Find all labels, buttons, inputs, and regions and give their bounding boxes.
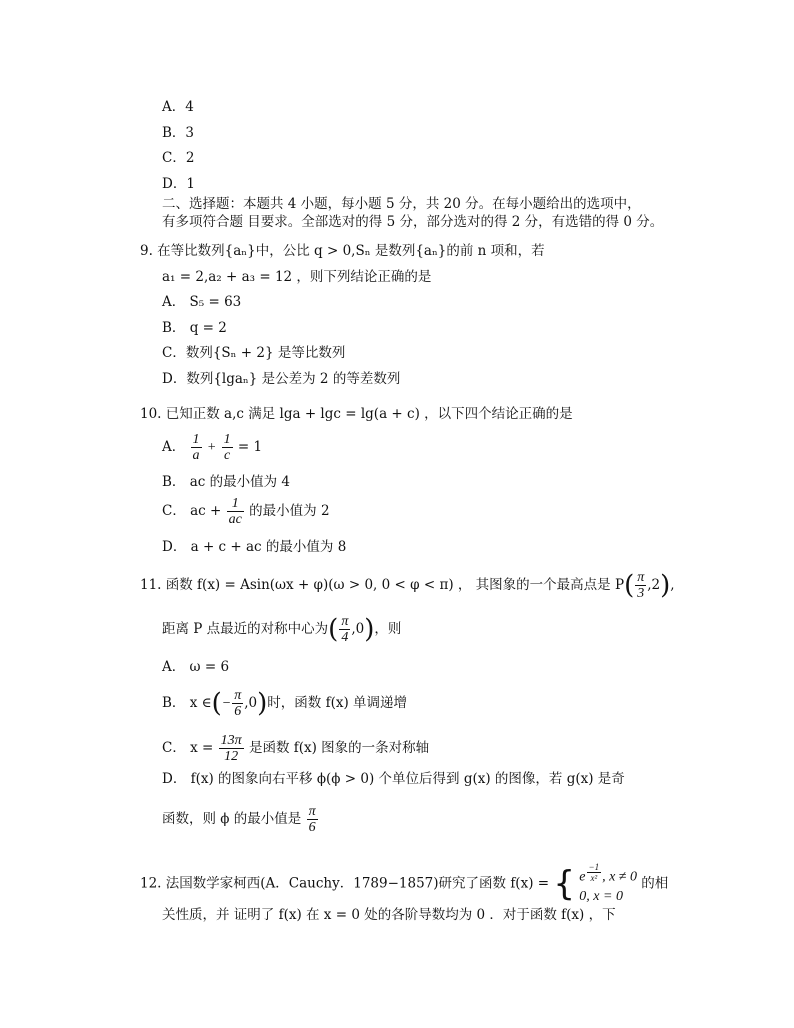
q11-option-d-line2-text: 函数，则 ϕ 的最小值是 <box>162 811 302 827</box>
q12-piece2: 0, x = 0 <box>579 888 623 904</box>
q10-option-a-label: A． <box>162 439 186 455</box>
q11-option-d-line2 <box>162 804 319 835</box>
q12-line1-tail: 的相 <box>641 875 669 892</box>
q8-option-c: C．2 <box>162 150 195 166</box>
q11-stem-line2-tail: ,0 <box>351 621 365 637</box>
q11-option-b-end: 时，函数 f(x) 单调递增 <box>267 695 408 711</box>
q12-piece1-base: e <box>579 869 586 885</box>
q11-option-c <box>162 733 429 764</box>
q10-option-d: D． a + c + ac 的最小值为 8 <box>162 539 347 555</box>
q11-stem-line1: 11. 函数 f(x) = Asin(ωx + φ)(ω > 0, 0 < φ < π) ， 其图象的一个最高点是 P( $\frac{\pi}{3}$ ,2), <box>140 570 675 601</box>
fraction-pi-over-3: $\frac{\pi}{3}$ <box>637 570 645 601</box>
fraction-1-over-ac: $\frac{1}{ac}$ <box>228 496 242 527</box>
q12-piece1-cond: , x ≠ 0 <box>602 869 637 885</box>
fraction-pi-over-6: $\frac{\pi}{6}$ <box>234 688 242 719</box>
q11-stem-line2-end: ，则 <box>374 621 402 637</box>
q10-option-a: A． $\frac{1}{a}$ + $\frac{1}{c}$ = 1 <box>162 432 263 463</box>
q9-stem-line2: a₁ = 2,a₂ + a₃ = 12 ，则下列结论正确的是 <box>162 269 432 285</box>
q10-option-a-tail: = 1 <box>237 439 263 455</box>
q12-line1: 12. 法国数学家柯西(A．Cauchy．1789−1857)研究了函数 f(x) = { e $^{\frac{-1}{\text{x²}}}$ , x ≠ 0 0, x = 0 的相 <box>140 862 669 904</box>
section2-heading-line2: 有多项符合题 目要求。全部选对的得 5 分，部分选对的得 2 分，有选错的得 0 分。 <box>162 214 664 230</box>
q11-option-d-line1: D． f(x) 的图象向右平移 ϕ(ϕ > 0) 个单位后得到 g(x) 的图像，若 g(x) 是奇 <box>162 771 625 787</box>
q8-option-d: D．1 <box>162 176 195 192</box>
q10-option-c <box>162 496 330 527</box>
fraction-13pi-over-12: $\frac{13\pi}{12}$ <box>220 733 242 764</box>
q11-option-b-tail: ,0 <box>244 695 258 711</box>
q10-option-b: B． ac 的最小值为 4 <box>162 474 290 490</box>
fraction-pi-over-4: $\frac{\pi}{4}$ <box>341 614 349 645</box>
q11-stem-line2: 距离 P 点最近的对称中心为( $\frac{\pi}{4}$ ,0)，则 <box>162 614 402 645</box>
section2-heading-line1: 二、选择题：本题共 4 小题，每小题 5 分，共 20 分。在每小题给出的选项中， <box>162 196 641 212</box>
q10-option-c-label: C． ac + <box>162 503 222 519</box>
q10-option-c-tail: 的最小值为 2 <box>249 503 330 519</box>
q9-option-d: D．数列{lgaₙ} 是公差为 2 的等差数列 <box>162 371 401 387</box>
q10-stem: 10. 已知正数 a,c 满足 lga + lgc = lg(a + c) ，以下四个结论正确的是 <box>140 406 573 422</box>
q9-option-a: A． S₅ = 63 <box>162 294 242 310</box>
q11-option-a: A． ω = 6 <box>162 659 230 675</box>
q9-stem-line1: 9. 在等比数列{aₙ}中，公比 q > 0,Sₙ 是数列{aₙ}的前 n 项和，若 <box>140 243 545 259</box>
q11-option-b: B． x ∈(− $\frac{\pi}{6}$ ,0)时，函数 f(x) 单调递增 <box>162 688 408 719</box>
q9-option-c: C．数列{Sₙ + 2} 是等比数列 <box>162 345 346 361</box>
fraction-1-over-a: $\frac{1}{a}$ <box>192 432 200 463</box>
q11-option-c-tail: 是函数 f(x) 图象的一条对称轴 <box>248 740 430 756</box>
q12-line1-head: 12. 法国数学家柯西(A．Cauchy．1789−1857)研究了函数 f(x) = <box>140 875 550 892</box>
q11-stem-line1-tail: ,2 <box>647 577 661 593</box>
q11-stem-line1-head: 11. 函数 f(x) = Asin(ωx + φ)(ω > 0, 0 < φ < π) ， 其图象的一个最高点是 P <box>140 577 625 593</box>
q11-option-c-head: C． x = <box>162 740 214 756</box>
q12-piecewise <box>579 862 637 906</box>
fraction-1-over-c: $\frac{1}{c}$ <box>223 432 231 463</box>
q8-option-a: A．4 <box>162 99 194 115</box>
q12-line2: 关性质，并 证明了 f(x) 在 x = 0 处的各阶导数均为 0 ．对于函数 f(x) ，下 <box>162 907 616 923</box>
q11-option-b-head: B． x ∈ <box>162 695 212 711</box>
q11-stem-line2-head: 距离 P 点最近的对称中心为 <box>162 621 329 637</box>
q9-option-b: B． q = 2 <box>162 320 227 336</box>
fraction-pi-over-6-answer: $\frac{\pi}{6}$ <box>308 804 316 835</box>
q8-option-b: B．3 <box>162 125 195 141</box>
fraction-neg1-over-x2: −1 x² <box>588 862 600 884</box>
